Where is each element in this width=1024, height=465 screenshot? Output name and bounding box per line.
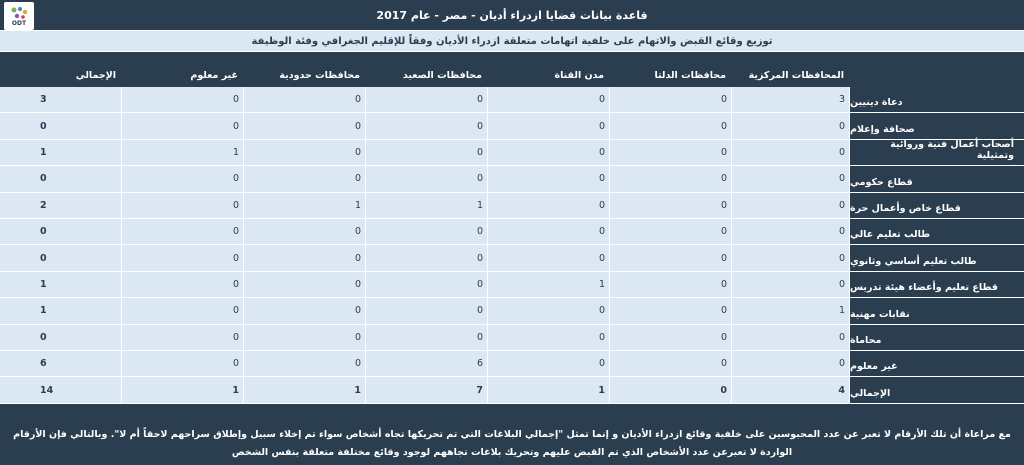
value-cell: 0: [732, 219, 850, 245]
value-cell: 1: [244, 377, 366, 403]
value-cell: 0: [732, 245, 850, 271]
header-corner: [850, 52, 1024, 87]
value-cell: 6: [366, 351, 488, 377]
value-cell: 0: [488, 351, 610, 377]
value-cell: 0: [610, 377, 732, 403]
value-cell: 0: [366, 140, 488, 166]
value-cell: 0: [488, 166, 610, 192]
value-cell: 0: [122, 219, 244, 245]
total-row: [0, 377, 1024, 403]
page-title: قاعدة بيانات قضايا ازدراء أديان - مصر - عام 2017: [376, 8, 648, 22]
value-cell: 0: [366, 166, 488, 192]
value-cell: 3: [732, 87, 850, 113]
table-row: [0, 166, 1024, 192]
row-label: طالب تعليم عالي: [850, 219, 1024, 245]
value-cell: 0: [122, 166, 244, 192]
row-label: قطاع خاص وأعمال حرة: [850, 193, 1024, 219]
value-cell: 0: [488, 325, 610, 351]
value-cell: 0: [732, 351, 850, 377]
value-cell: 0: [366, 298, 488, 324]
table-row: [0, 87, 1024, 113]
value-cell: 1: [366, 193, 488, 219]
column-header: محافظات حدودية: [244, 52, 366, 87]
value-cell: 7: [366, 377, 488, 403]
value-cell: 0: [244, 166, 366, 192]
value-cell: 0: [610, 113, 732, 139]
value-cell: 0: [488, 219, 610, 245]
value-cell: 0: [610, 298, 732, 324]
row-label: نقابات مهنية: [850, 298, 1024, 324]
row-total-cell: 2: [0, 193, 122, 219]
table-row: [0, 351, 1024, 377]
value-cell: 0: [732, 325, 850, 351]
value-cell: 0: [366, 219, 488, 245]
value-cell: 0: [610, 219, 732, 245]
value-cell: 0: [610, 166, 732, 192]
value-cell: 0: [244, 87, 366, 113]
value-cell: 0: [488, 298, 610, 324]
value-cell: 0: [366, 272, 488, 298]
value-cell: 0: [732, 193, 850, 219]
row-label: صحافة وإعلام: [850, 113, 1024, 139]
value-cell: 1: [122, 140, 244, 166]
value-cell: 0: [488, 245, 610, 271]
table-row: [0, 219, 1024, 245]
column-header: غير معلوم: [122, 52, 244, 87]
value-cell: 0: [732, 113, 850, 139]
value-cell: 0: [122, 113, 244, 139]
row-total-cell: 0: [0, 219, 122, 245]
row-total-cell: 1: [0, 298, 122, 324]
value-cell: 0: [610, 193, 732, 219]
row-total-cell: 0: [0, 325, 122, 351]
row-label: غير معلوم: [850, 351, 1024, 377]
value-cell: 0: [122, 325, 244, 351]
table-row: [0, 272, 1024, 298]
value-cell: 0: [488, 87, 610, 113]
row-label: أصحاب أعمال فنية وروائية وتمثيلية: [850, 140, 1024, 166]
value-cell: 0: [366, 245, 488, 271]
column-header: محافظات الصعيد: [366, 52, 488, 87]
table-title: توزيع وقائع القبض والاتهام على خلفية اتهامات متعلقة ازدراء الأديان وفقاً للإقليم الجغرافي وفئة الوظيفة: [0, 30, 1024, 52]
value-cell: 4: [732, 377, 850, 403]
value-cell: 1: [488, 377, 610, 403]
value-cell: 1: [488, 272, 610, 298]
value-cell: 0: [244, 325, 366, 351]
row-label: دعاة دينيين: [850, 87, 1024, 113]
value-cell: 0: [244, 351, 366, 377]
value-cell: 0: [488, 140, 610, 166]
row-total-cell: 3: [0, 87, 122, 113]
value-cell: 0: [122, 272, 244, 298]
value-cell: 1: [122, 377, 244, 403]
table-row: [0, 140, 1024, 166]
value-cell: 0: [366, 113, 488, 139]
row-total-cell: 6: [0, 351, 122, 377]
value-cell: 0: [122, 351, 244, 377]
row-label: محاماة: [850, 325, 1024, 351]
value-cell: 0: [122, 245, 244, 271]
column-header: الإجمالي: [0, 52, 122, 87]
value-cell: 0: [732, 272, 850, 298]
value-cell: 0: [732, 166, 850, 192]
value-cell: 0: [366, 87, 488, 113]
column-header: مدن القناة: [488, 52, 610, 87]
value-cell: 0: [244, 245, 366, 271]
row-label: قطاع تعليم وأعضاء هيئة تدريس: [850, 272, 1024, 298]
table-row: [0, 113, 1024, 139]
logo-text: ODT: [11, 19, 27, 27]
value-cell: 0: [122, 87, 244, 113]
footnote: مع مراعاة أن تلك الأرقام لا تعبر عن عدد المحبوسين على خلفية وقائع ازدراء الأديان و إنما تمثل "إجمالي البلاغات التي تم تحريكها تجاه أشخاص سواء تم إخلاء سبيل وإطلاق سراحهم لاحقاً أم لا". وبالتالي فإن الأرقام الواردة لا تعبرعن عدد الأشخاص الذي تم القبض عليهم وتحريك بلاغات تجاههم لوجود وقائع مختلفة متعلقة بنفس الشخص: [13, 429, 1011, 458]
table-row: [0, 325, 1024, 351]
value-cell: 0: [610, 272, 732, 298]
value-cell: 0: [488, 193, 610, 219]
value-cell: 0: [610, 245, 732, 271]
column-header: المحافظات المركزية: [732, 52, 850, 87]
value-cell: 0: [732, 140, 850, 166]
value-cell: 0: [244, 140, 366, 166]
row-label: الإجمالي: [850, 377, 1024, 403]
value-cell: 0: [610, 87, 732, 113]
value-cell: 0: [610, 140, 732, 166]
row-label: طالب تعليم أساسي وثانوي: [850, 245, 1024, 271]
value-cell: 0: [610, 325, 732, 351]
value-cell: 0: [488, 113, 610, 139]
value-cell: 0: [244, 298, 366, 324]
table-row: [0, 193, 1024, 219]
row-total-cell: 1: [0, 272, 122, 298]
row-label: قطاع حكومي: [850, 166, 1024, 192]
row-total-cell: 0: [0, 245, 122, 271]
row-total-cell: 14: [0, 377, 122, 403]
value-cell: 0: [122, 193, 244, 219]
row-total-cell: 1: [0, 140, 122, 166]
value-cell: 1: [732, 298, 850, 324]
table-row: [0, 245, 1024, 271]
value-cell: 0: [610, 351, 732, 377]
value-cell: 1: [244, 193, 366, 219]
value-cell: 0: [122, 298, 244, 324]
value-cell: 0: [366, 325, 488, 351]
value-cell: 0: [244, 272, 366, 298]
value-cell: 0: [244, 219, 366, 245]
row-total-cell: 0: [0, 166, 122, 192]
table-row: [0, 298, 1024, 324]
row-total-cell: 0: [0, 113, 122, 139]
column-header: محافظات الدلتا: [610, 52, 732, 87]
value-cell: 0: [244, 113, 366, 139]
